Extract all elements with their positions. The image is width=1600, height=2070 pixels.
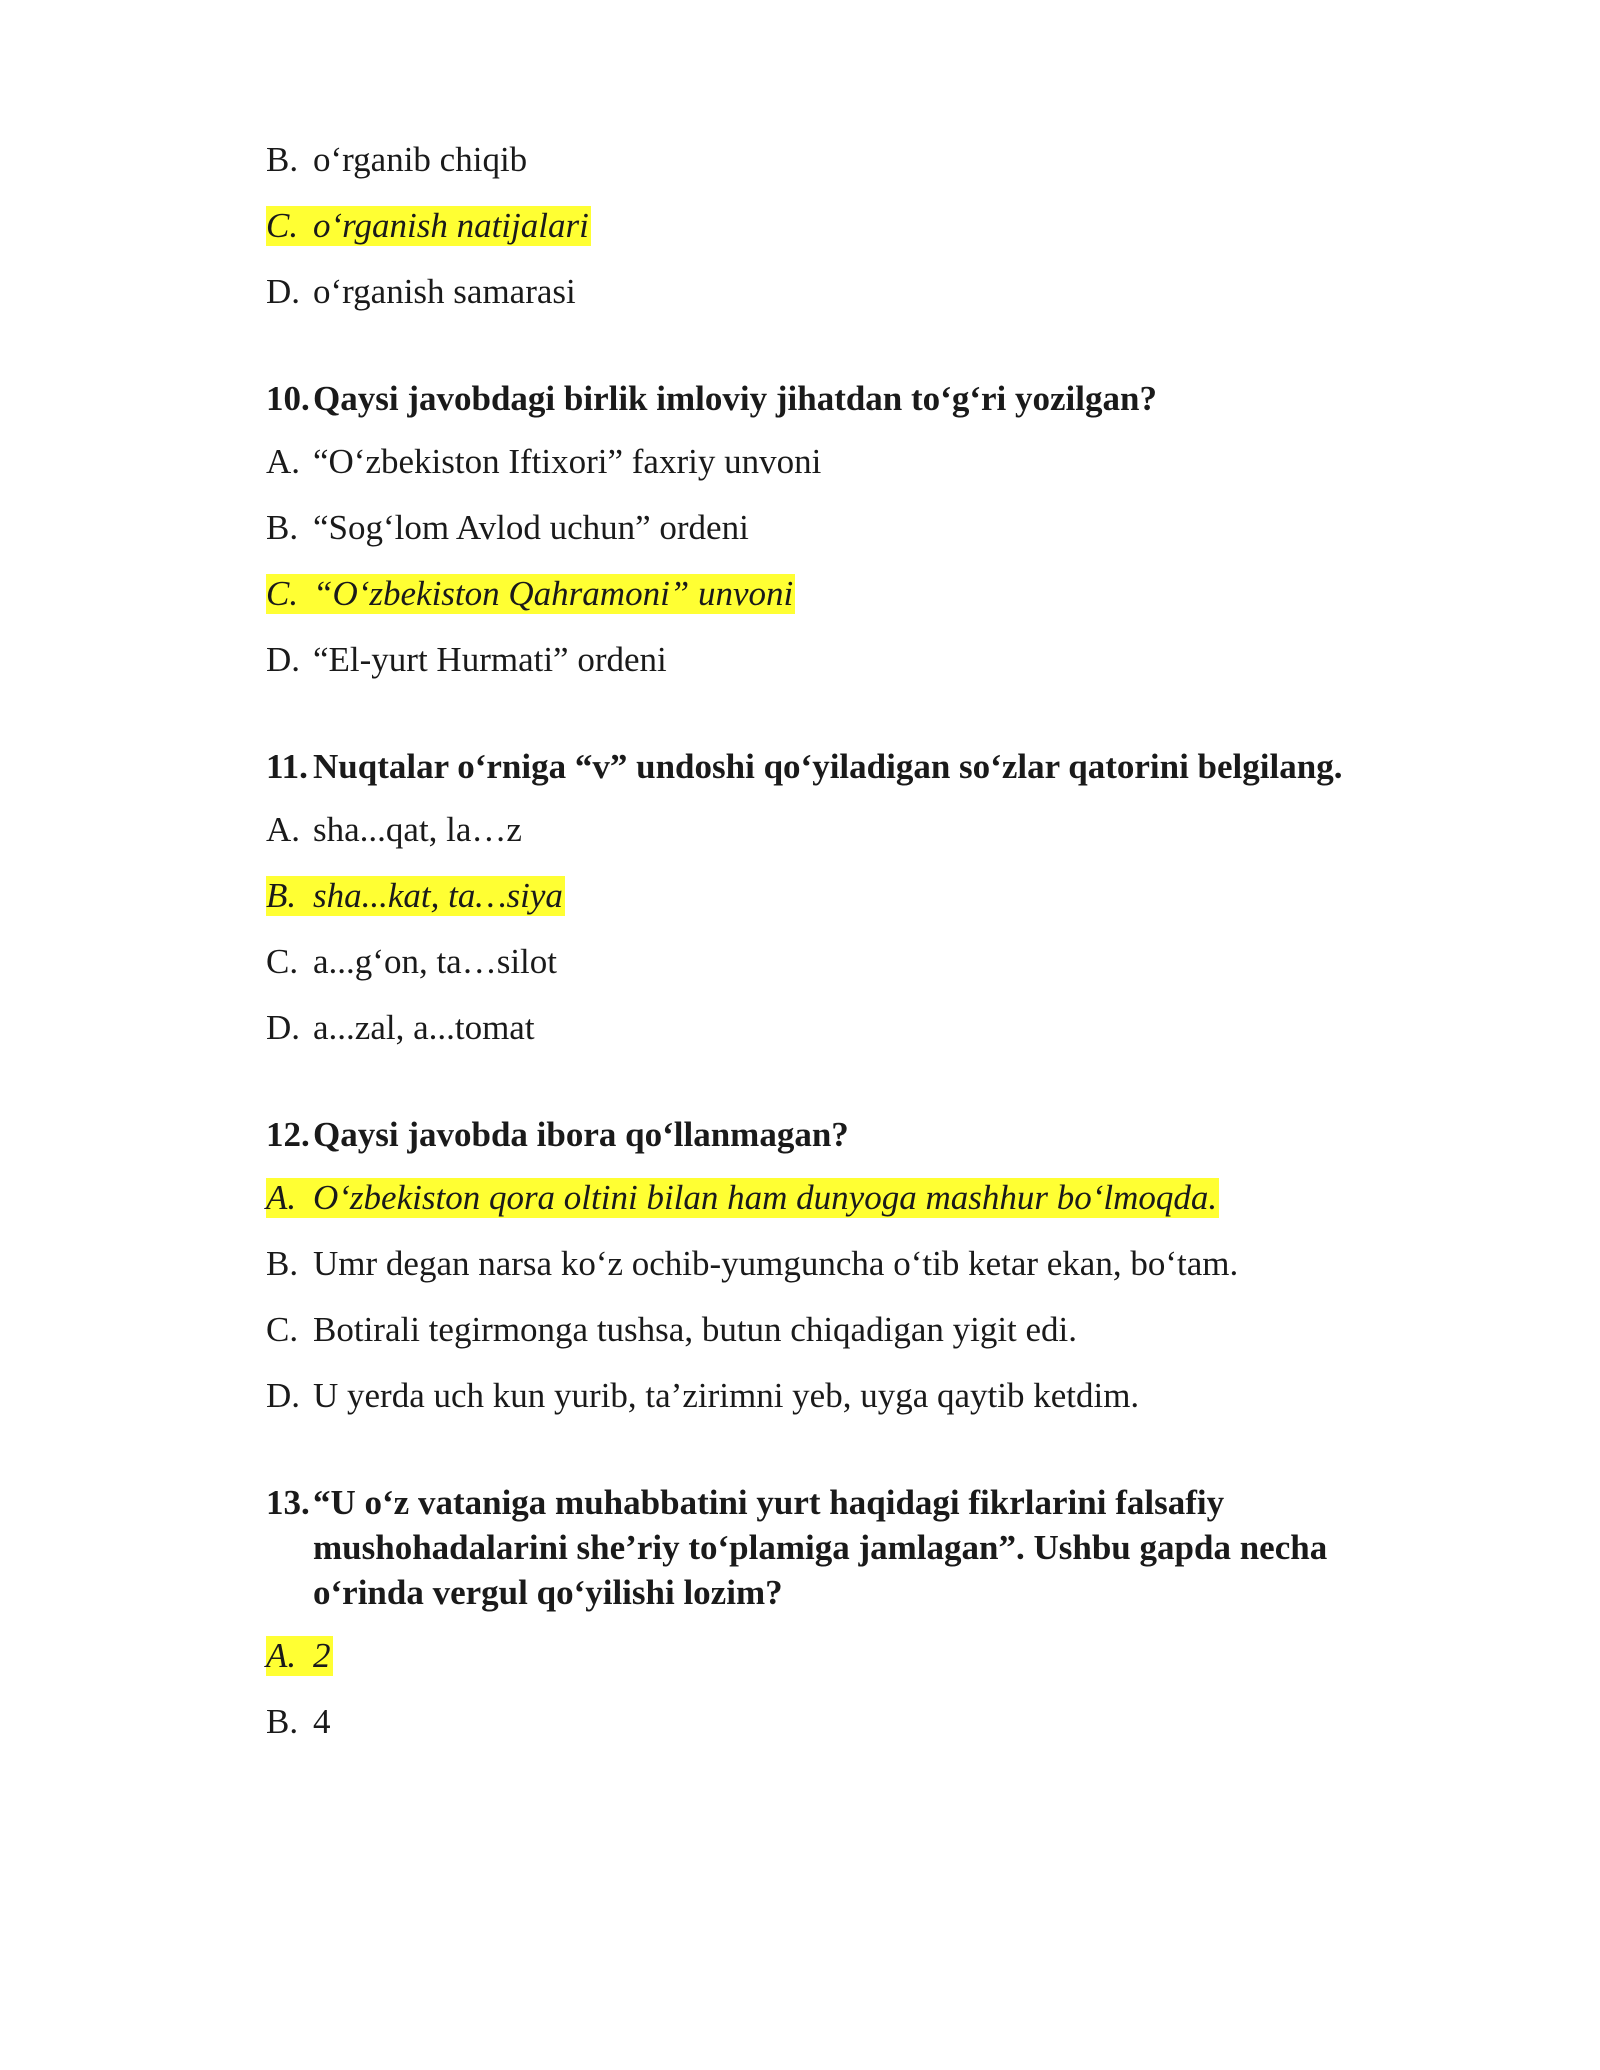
question-heading xyxy=(266,744,1406,789)
option-letter: A. xyxy=(266,1636,297,1675)
option-letter: B. xyxy=(266,140,299,179)
option-text: a...g‘on, ta…silot xyxy=(313,942,557,981)
option-box xyxy=(266,640,669,680)
option-letter: C. xyxy=(266,574,299,613)
option-text: a...zal, a...tomat xyxy=(313,1008,535,1047)
option-box xyxy=(266,942,559,982)
document-page xyxy=(266,140,1406,1768)
option-box xyxy=(266,876,565,916)
question-text: Qaysi javobda ibora qo‘llanmagan? xyxy=(313,1115,849,1154)
option-letter: B. xyxy=(266,876,297,915)
carryover-options xyxy=(266,140,1406,312)
option-box xyxy=(266,508,751,548)
option-text: sha...kat, ta…siya xyxy=(313,876,563,915)
option-letter: A. xyxy=(266,442,301,481)
option-d xyxy=(266,1008,1406,1048)
option-text: 2 xyxy=(313,1636,331,1675)
option-box xyxy=(266,1702,333,1742)
option-box xyxy=(266,574,795,614)
question-number: 12. xyxy=(266,1115,310,1154)
option-box xyxy=(266,272,578,312)
option-a xyxy=(266,810,1406,850)
option-a xyxy=(266,442,1406,482)
option-box xyxy=(266,442,823,482)
option-b xyxy=(266,1244,1406,1284)
option-text: o‘rganib chiqib xyxy=(313,140,528,179)
question-heading xyxy=(266,376,1406,421)
option-letter: B. xyxy=(266,508,299,547)
option-box xyxy=(266,1376,1141,1416)
option-a-highlighted xyxy=(266,1636,1406,1676)
question-text: Nuqtalar o‘rniga “v” undoshi qo‘yiladigan so‘zlar qatorini belgilang. xyxy=(313,747,1343,786)
option-text: “Sog‘lom Avlod uchun” ordeni xyxy=(313,508,749,547)
option-box xyxy=(266,1310,1079,1350)
option-box xyxy=(266,1636,333,1676)
option-text: Botirali tegirmonga tushsa, butun chiqadigan yigit edi. xyxy=(313,1310,1078,1349)
option-letter: A. xyxy=(266,810,301,849)
option-c-highlighted xyxy=(266,206,1406,246)
option-b xyxy=(266,508,1406,548)
option-letter: B. xyxy=(266,1702,299,1741)
option-letter: D. xyxy=(266,272,301,311)
option-text: “O‘zbekiston Iftixori” faxriy unvoni xyxy=(313,442,822,481)
option-letter: C. xyxy=(266,206,299,245)
option-box xyxy=(266,1244,1240,1284)
option-d xyxy=(266,1376,1406,1416)
option-text: “O‘zbekiston Qahramoni” unvoni xyxy=(313,574,794,613)
option-letter: D. xyxy=(266,1008,301,1047)
question-12 xyxy=(266,1112,1406,1416)
option-letter: D. xyxy=(266,640,301,679)
option-text: o‘rganish natijalari xyxy=(313,206,589,245)
option-b xyxy=(266,1702,1406,1742)
option-text: O‘zbekiston qora oltini bilan ham dunyoga mashhur bo‘lmoqda. xyxy=(313,1178,1218,1217)
option-b-highlighted xyxy=(266,876,1406,916)
option-letter: B. xyxy=(266,1244,299,1283)
option-text: 4 xyxy=(313,1702,331,1741)
option-d xyxy=(266,640,1406,680)
option-letter: D. xyxy=(266,1376,301,1415)
option-box xyxy=(266,206,591,246)
question-text: Qaysi javobdagi birlik imloviy jihatdan to‘g‘ri yozilgan? xyxy=(313,379,1157,418)
option-text: U yerda uch kun yurib, ta’zirimni yeb, uyga qaytib ketdim. xyxy=(313,1376,1140,1415)
option-letter: C. xyxy=(266,942,299,981)
option-text: Umr degan narsa ko‘z ochib-yumguncha o‘tib ketar ekan, bo‘tam. xyxy=(313,1244,1239,1283)
option-c xyxy=(266,942,1406,982)
option-d xyxy=(266,272,1406,312)
question-number: 13. xyxy=(266,1483,310,1522)
option-b xyxy=(266,140,1406,180)
option-c xyxy=(266,1310,1406,1350)
option-letter: A. xyxy=(266,1178,297,1217)
option-text: “El-yurt Hurmati” ordeni xyxy=(313,640,667,679)
question-number: 11. xyxy=(266,747,308,786)
option-box xyxy=(266,140,529,180)
option-c-highlighted xyxy=(266,574,1406,614)
question-heading xyxy=(266,1480,1406,1615)
option-box xyxy=(266,1178,1219,1218)
option-box xyxy=(266,1008,537,1048)
question-number: 10. xyxy=(266,379,310,418)
question-text: “U o‘z vataniga muhabbatini yurt haqidagi fikrlarini falsafiy mushohadalarini she’riy to‘plamiga jamlagan”. Ushbu gapda necha o‘rinda vergul qo‘yilishi lozim? xyxy=(313,1483,1328,1612)
option-box xyxy=(266,810,524,850)
option-text: o‘rganish samarasi xyxy=(313,272,576,311)
question-heading xyxy=(266,1112,1406,1157)
question-11 xyxy=(266,744,1406,1048)
option-letter: C. xyxy=(266,1310,299,1349)
question-13 xyxy=(266,1480,1406,1742)
option-a-highlighted xyxy=(266,1178,1406,1218)
option-text: sha...qat, la…z xyxy=(313,810,522,849)
question-10 xyxy=(266,376,1406,680)
